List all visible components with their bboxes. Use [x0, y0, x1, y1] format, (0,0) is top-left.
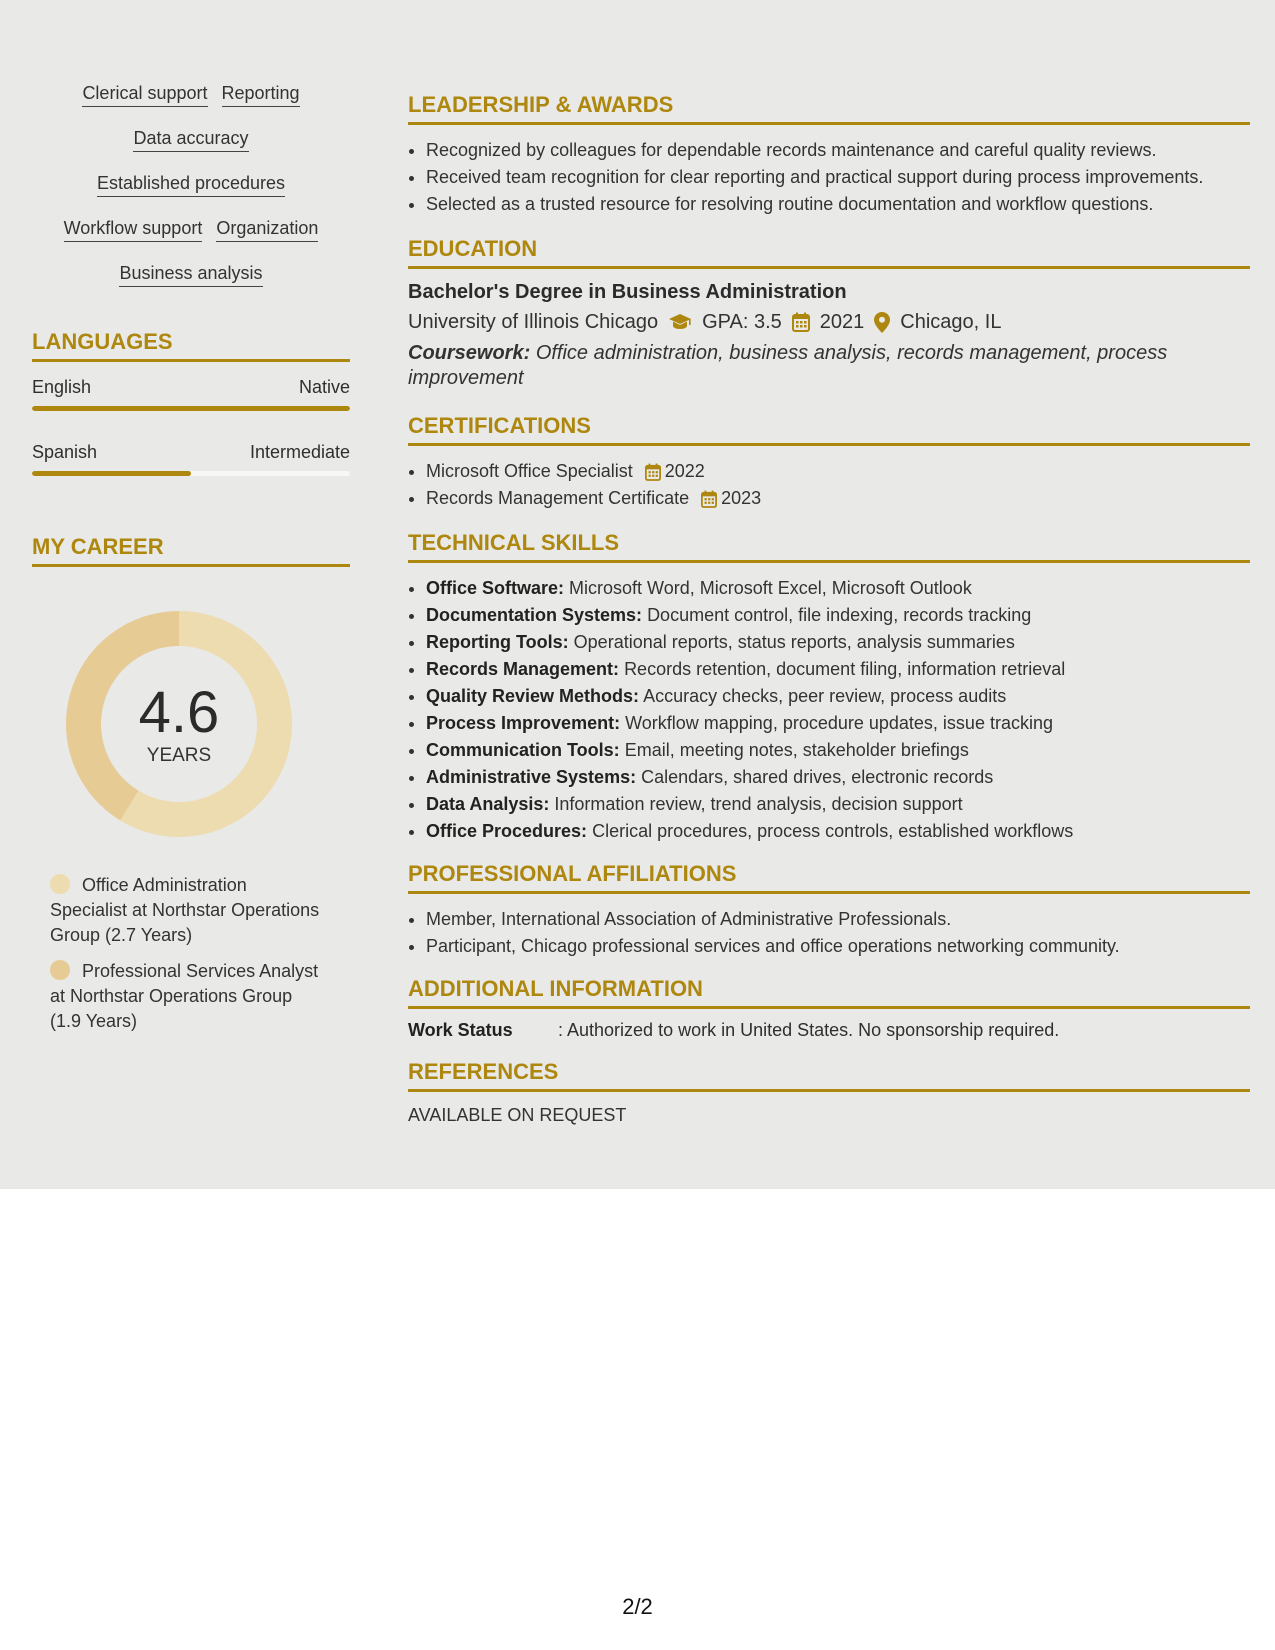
skill-value: Records retention, document filing, information retrieval	[624, 659, 1066, 679]
certification-name: • Microsoft Office Specialist	[426, 461, 633, 481]
language-item	[32, 376, 350, 411]
work-status-label: Work Status	[408, 1020, 513, 1040]
references-text: AVAILABLE ON REQUEST	[408, 1105, 627, 1125]
languages-section	[32, 329, 350, 476]
skill-label: Communication Tools:	[426, 740, 620, 760]
location-pin-icon	[874, 312, 890, 333]
leadership-section	[408, 92, 1250, 218]
skill-label: Process Improvement:	[426, 713, 621, 733]
affiliations-list	[408, 906, 1250, 960]
skill-value: Document control, file indexing, records tracking	[647, 605, 1032, 625]
skill-tag: Clerical support	[82, 82, 207, 107]
career-section	[32, 534, 350, 1034]
language-level: Intermediate	[249, 442, 350, 462]
skill-label: Records Management:	[426, 659, 620, 679]
skill-value: Microsoft Word, Microsoft Excel, Microsoft Outlook	[569, 578, 972, 598]
page-number: 2/2	[622, 1594, 653, 1619]
list-item	[426, 629, 1250, 656]
language-bar	[32, 471, 350, 476]
skill-tag: Established procedures	[97, 172, 285, 197]
skill-label: Reporting Tools:	[426, 632, 569, 652]
education-meta	[408, 307, 1250, 337]
skill-label: Documentation Systems:	[426, 605, 643, 625]
list-item	[426, 683, 1250, 710]
language-list	[32, 376, 350, 476]
additional-info-section	[408, 976, 1250, 1043]
list-item: • Recognized by colleagues for dependable records maintenance and careful quality reviews.	[426, 137, 1250, 164]
tag-row	[32, 217, 350, 244]
list-item: • Participant, Chicago professional services and office operations networking community.	[426, 933, 1250, 960]
list-item	[426, 656, 1250, 683]
skill-tag: Business analysis	[119, 262, 262, 287]
language-name: Spanish	[32, 442, 98, 462]
tag-row	[32, 262, 350, 289]
career-total: 4.6	[138, 680, 220, 745]
list-item	[426, 458, 1250, 485]
list-item	[426, 575, 1250, 602]
skill-label: Office Procedures:	[426, 821, 588, 841]
education-title: EDUCATION	[408, 236, 1250, 269]
affiliations-section	[408, 861, 1250, 960]
skill-value: Workflow mapping, procedure updates, issue tracking	[625, 713, 1053, 733]
list-item	[426, 737, 1250, 764]
career-donut	[66, 611, 292, 837]
skill-label: Data Analysis:	[426, 794, 550, 814]
skill-label: Quality Review Methods:	[426, 686, 640, 706]
list-item	[426, 602, 1250, 629]
calendar-icon	[645, 463, 661, 481]
skill-value: Clerical procedures, process controls, established workflows	[592, 821, 1074, 841]
list-item: • Received team recognition for clear reporting and practical support during process improvements.	[426, 164, 1250, 191]
work-status-row	[408, 1017, 1250, 1043]
skill-value: Accuracy checks, peer review, process audits	[643, 686, 1007, 706]
languages-title: LANGUAGES	[32, 329, 350, 362]
career-unit: YEARS	[146, 745, 212, 766]
legend-item	[50, 873, 320, 948]
skill-value: Operational reports, status reports, analysis summaries	[573, 632, 1015, 652]
education-section	[408, 236, 1250, 391]
technical-skills-section	[408, 530, 1250, 845]
work-status-value: : Authorized to work in United States. No sponsorship required.	[558, 1020, 1060, 1040]
calendar-icon	[701, 490, 717, 508]
certifications-list	[408, 458, 1250, 512]
list-item	[426, 764, 1250, 791]
skill-tag: Organization	[216, 217, 318, 242]
coursework-label: Coursework:	[408, 342, 531, 364]
tag-row	[32, 172, 350, 199]
certification-year: 2023	[721, 488, 762, 508]
language-bar	[32, 406, 350, 411]
coursework	[408, 341, 1250, 391]
references-section	[408, 1059, 1250, 1128]
legend-item	[50, 959, 320, 1034]
list-item	[426, 818, 1250, 845]
graduation-year: 2021	[819, 311, 865, 333]
certifications-section	[408, 413, 1250, 512]
legend-label: Office Administration Specialist at Northstar Operations Group (2.7 Years)	[50, 875, 320, 945]
skill-label: Office Software:	[426, 578, 565, 598]
technical-skills-list	[408, 575, 1250, 845]
coursework-text: Office administration, business analysis, records management, process improvement	[408, 342, 1168, 389]
certification-year: 2022	[664, 461, 705, 481]
affiliations-title: PROFESSIONAL AFFILIATIONS	[408, 861, 1250, 894]
school-name: University of Illinois Chicago	[408, 311, 659, 333]
leadership-list	[408, 137, 1250, 218]
calendar-icon	[792, 312, 810, 332]
legend-dot	[50, 960, 70, 980]
skill-label: Administrative Systems:	[426, 767, 637, 787]
left-column	[32, 82, 350, 1045]
list-item	[426, 485, 1250, 512]
education-location: Chicago, IL	[900, 311, 1002, 333]
right-column	[408, 92, 1250, 1144]
skill-value: Calendars, shared drives, electronic records	[641, 767, 994, 787]
list-item	[426, 791, 1250, 818]
list-item: • Selected as a trusted resource for resolving routine documentation and workflow questions.	[426, 191, 1250, 218]
graduation-cap-icon	[668, 313, 692, 331]
certifications-title: CERTIFICATIONS	[408, 413, 1250, 446]
leadership-title: LEADERSHIP & AWARDS	[408, 92, 1250, 125]
career-legend	[50, 873, 350, 1034]
language-level: Native	[298, 377, 350, 397]
degree-name: Bachelor's Degree in Business Administration	[408, 281, 847, 303]
language-bar-fill	[32, 471, 191, 476]
skill-tag: Workflow support	[64, 217, 203, 242]
additional-info-title: ADDITIONAL INFORMATION	[408, 976, 1250, 1009]
skill-value: Information review, trend analysis, decision support	[554, 794, 963, 814]
list-item	[426, 710, 1250, 737]
legend-label: Professional Services Analyst at Northstar Operations Group (1.9 Years)	[50, 961, 319, 1031]
career-title: MY CAREER	[32, 534, 350, 567]
references-title: REFERENCES	[408, 1059, 1250, 1092]
skill-tags	[32, 82, 350, 289]
skill-value: Email, meeting notes, stakeholder briefings	[624, 740, 969, 760]
skill-tag: Data accuracy	[133, 127, 248, 152]
language-bar-fill	[32, 406, 350, 411]
gpa: GPA: 3.5	[702, 311, 782, 333]
technical-skills-title: TECHNICAL SKILLS	[408, 530, 1250, 563]
certification-name: • Records Management Certificate	[426, 488, 690, 508]
language-name: English	[32, 377, 92, 397]
language-item	[32, 441, 350, 476]
skill-tag: Reporting	[222, 82, 300, 107]
tag-row	[32, 127, 350, 154]
legend-dot	[50, 874, 70, 894]
tag-row	[32, 82, 350, 109]
list-item: • Member, International Association of Administrative Professionals.	[426, 906, 1250, 933]
